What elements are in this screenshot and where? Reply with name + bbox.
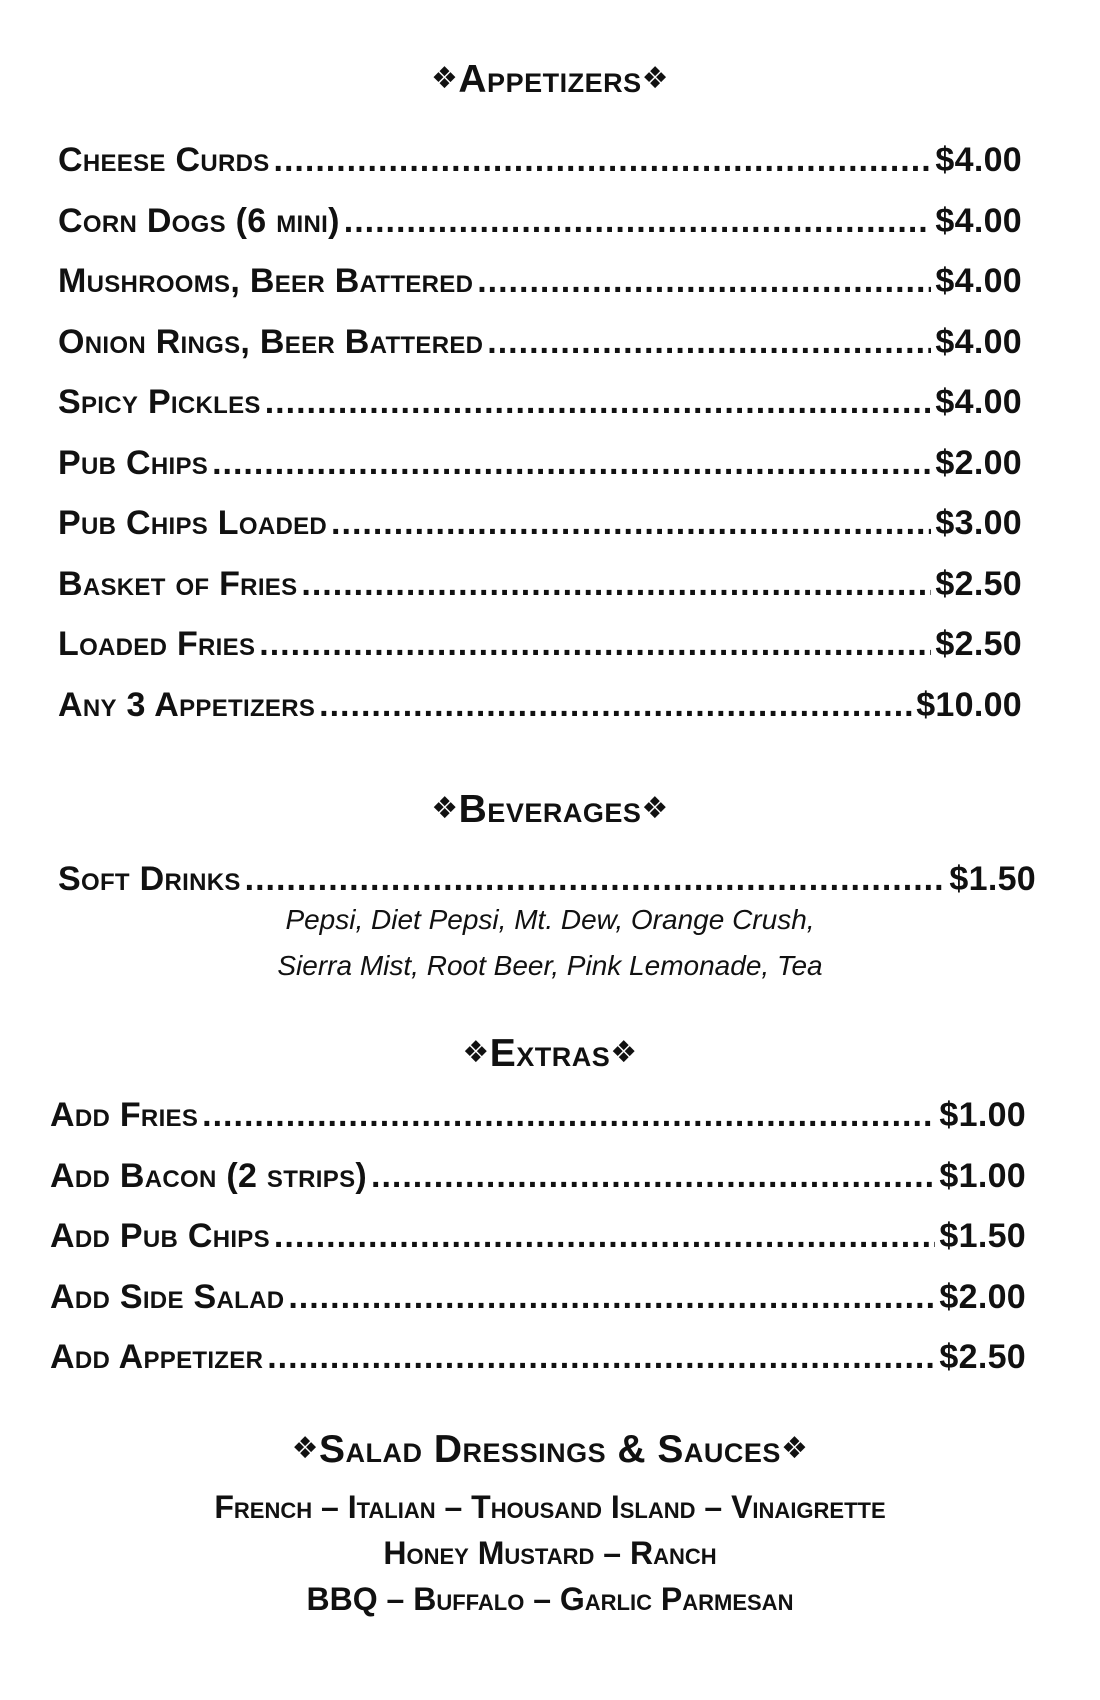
menu-item-price: $3.00 (935, 504, 1022, 542)
dot-leader (477, 251, 931, 312)
ornament-icon: ❖ (430, 61, 459, 96)
ornament-icon: ❖ (641, 791, 669, 826)
menu-item (58, 614, 1022, 675)
dressings-section (0, 1430, 1100, 1469)
ornament-icon: ❖ (780, 1431, 809, 1466)
dot-leader (301, 554, 931, 615)
beverages-title: Beverages (458, 788, 642, 831)
menu-item-price: $2.50 (935, 625, 1022, 663)
menu-item-price: $4.00 (935, 201, 1022, 240)
ornament-icon: ❖ (462, 1035, 490, 1070)
dot-leader (267, 1327, 935, 1388)
menu-item-price: $2.50 (935, 564, 1022, 603)
menu-item-name: Soft Drinks (58, 860, 241, 898)
menu-item (50, 1327, 1026, 1388)
menu-item-name: Add Fries (50, 1096, 199, 1134)
menu-item-price: $4.00 (935, 322, 1022, 361)
menu-item-name: Any 3 Appetizers (58, 685, 316, 724)
extras-heading (0, 1034, 1100, 1073)
dot-leader (265, 372, 932, 433)
menu-item-name: Pub Chips (58, 443, 209, 482)
extras-title: Extras (489, 1032, 611, 1075)
dressings-heading (0, 1430, 1100, 1469)
soft-drinks-note-line: Pepsi, Diet Pepsi, Mt. Dew, Orange Crush, (285, 904, 815, 935)
dot-leader (344, 191, 932, 252)
menu-item (50, 1206, 1026, 1267)
menu-item-name: Pub Chips Loaded (58, 504, 328, 542)
dot-leader (371, 1146, 935, 1207)
appetizers-list (58, 130, 1022, 735)
menu-item (50, 1085, 1026, 1146)
menu-item-name: Cheese Curds (58, 141, 270, 179)
menu-item-name: Loaded Fries (58, 625, 256, 663)
menu-item-price: $10.00 (916, 685, 1022, 724)
menu-item-price: $2.50 (939, 1338, 1026, 1376)
menu-item-name: Add Pub Chips (50, 1217, 270, 1255)
dot-leader (319, 675, 912, 736)
soft-drinks-note-line: Sierra Mist, Root Beer, Pink Lemonade, Tea (277, 950, 823, 981)
dressing-line: French – Italian – Thousand Island – Vinaigrette (214, 1489, 886, 1525)
extras-list (50, 1085, 1026, 1388)
ornament-icon: ❖ (431, 791, 459, 826)
menu-item (58, 493, 1022, 554)
menu-item-price: $1.50 (949, 860, 1036, 898)
appetizers-section (0, 60, 1100, 99)
soft-drinks-note (0, 897, 1100, 989)
menu-item (58, 251, 1022, 312)
menu-item-name: Mushrooms, Beer Battered (58, 262, 474, 300)
appetizers-title: Appetizers (458, 58, 642, 101)
beverages-heading (0, 790, 1100, 829)
dressings-list (0, 1484, 1100, 1622)
ornament-icon: ❖ (291, 1431, 320, 1466)
menu-item-price: $1.00 (939, 1096, 1026, 1134)
extras-section (0, 1034, 1100, 1073)
menu-item-price: $2.00 (939, 1277, 1026, 1316)
menu-item (58, 675, 1022, 736)
menu-item-name: Corn Dogs (6 mini) (58, 201, 340, 240)
menu-item-price: $4.00 (935, 383, 1022, 421)
menu-item-name: Onion Rings, Beer Battered (58, 322, 484, 361)
menu-item-name: Add Side Salad (50, 1277, 285, 1316)
menu-item (58, 433, 1022, 494)
beverages-section (0, 790, 1100, 829)
dot-leader (202, 1085, 935, 1146)
menu-item (58, 372, 1022, 433)
menu-item (58, 130, 1022, 191)
menu-item-price: $1.00 (939, 1156, 1026, 1195)
menu-item (58, 312, 1022, 373)
dressing-line: Honey Mustard – Ranch (383, 1535, 717, 1571)
dressing-line: BBQ – Buffalo – Garlic Parmesan (306, 1581, 794, 1617)
menu-item-name: Basket of Fries (58, 564, 298, 603)
dot-leader (288, 1267, 935, 1328)
menu-item-name: Spicy Pickles (58, 383, 261, 421)
menu-item-price: $1.50 (939, 1217, 1026, 1255)
dot-leader (274, 1206, 935, 1267)
appetizers-heading (0, 60, 1100, 99)
dot-leader (259, 614, 931, 675)
dressings-title: Salad Dressings & Sauces (319, 1428, 781, 1471)
menu-item (58, 191, 1022, 252)
dot-leader (274, 130, 932, 191)
dot-leader (487, 312, 931, 373)
menu-item-price: $2.00 (935, 443, 1022, 482)
menu-item (50, 1267, 1026, 1328)
menu-item (58, 554, 1022, 615)
ornament-icon: ❖ (610, 1035, 638, 1070)
dot-leader (331, 493, 931, 554)
menu-item-name: Add Bacon (2 strips) (50, 1156, 368, 1195)
ornament-icon: ❖ (641, 61, 669, 96)
menu-item (50, 1146, 1026, 1207)
menu-item-price: $4.00 (935, 141, 1022, 179)
menu-item-name: Add Appetizer (50, 1338, 264, 1376)
menu-item-price: $4.00 (935, 262, 1022, 300)
dot-leader (212, 433, 931, 494)
